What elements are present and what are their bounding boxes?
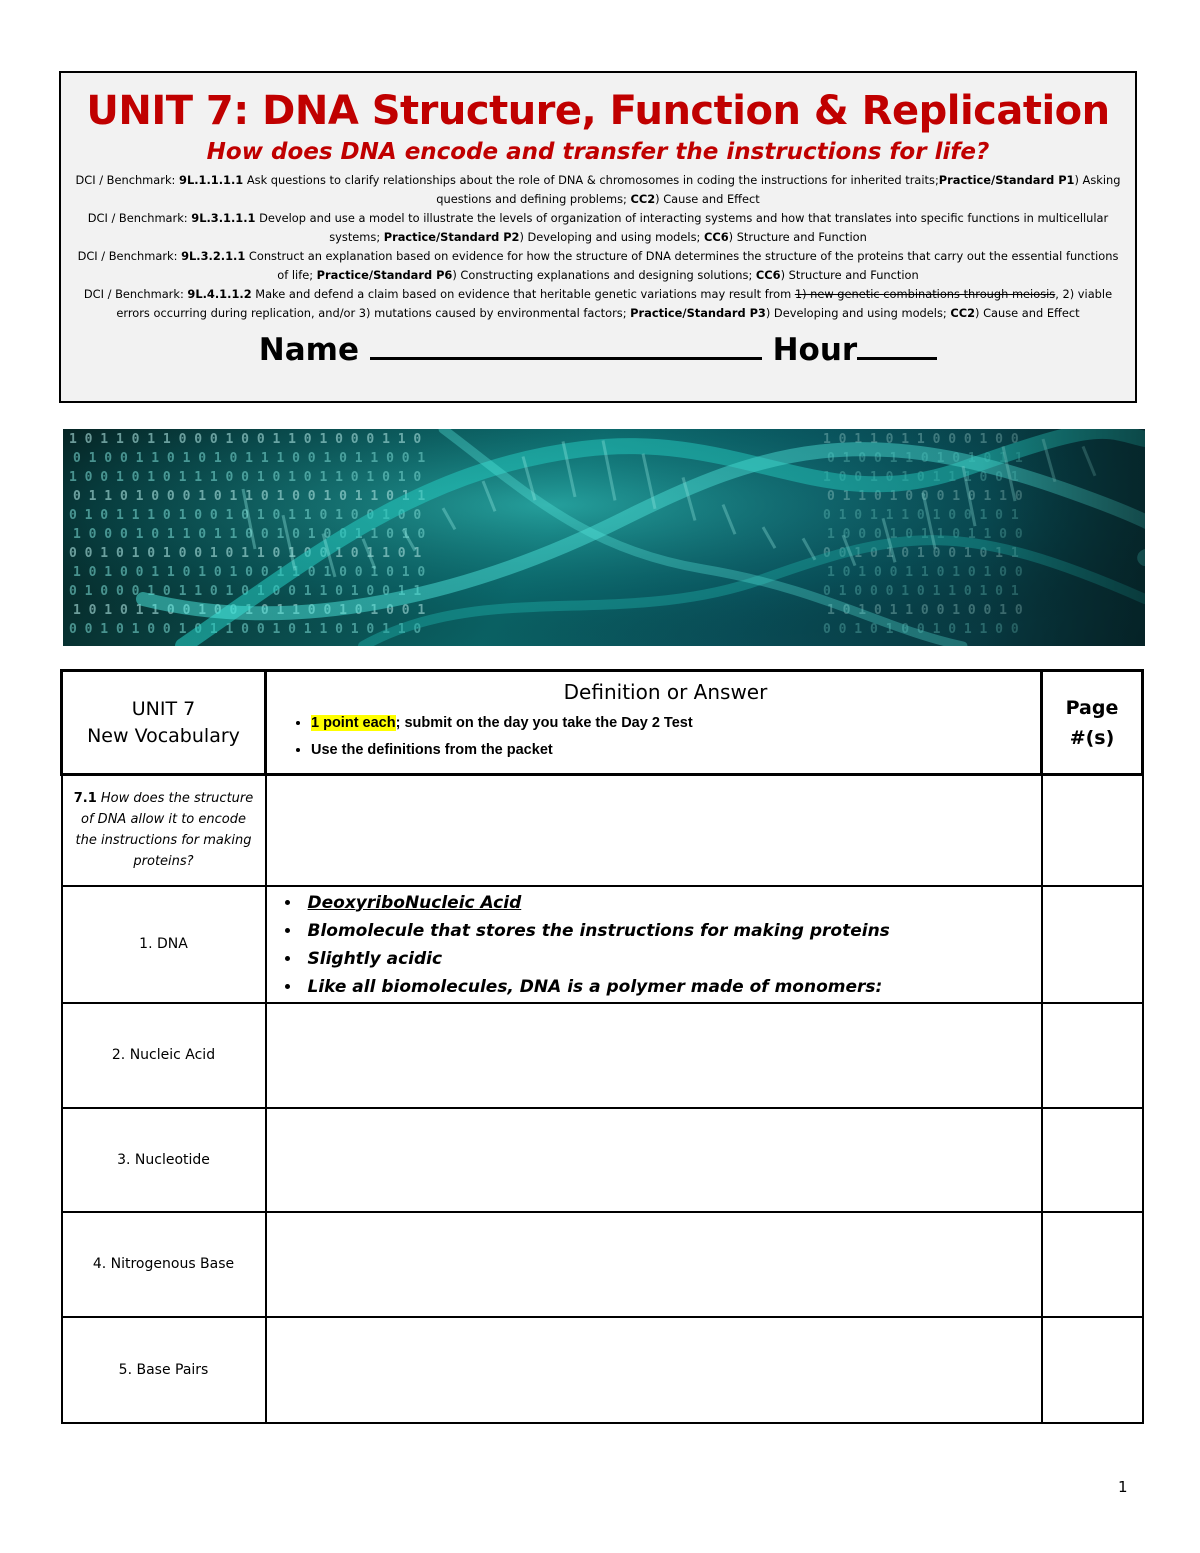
page-cell[interactable] (1042, 886, 1143, 1003)
name-field[interactable] (370, 331, 762, 360)
answer-item (302, 889, 1040, 917)
section-number: 7.1 (73, 791, 97, 807)
benchmark-text: Develop and use a model to illustrate the levels of organization of interacting systems and how that translates into specific functions in multicellular systems; (255, 211, 1109, 244)
table-row (62, 1317, 1143, 1423)
table-header-row (62, 671, 1143, 775)
vocab-header-line1: UNIT 7 (131, 697, 196, 720)
answer-part: Nucleic Acid (404, 892, 522, 913)
crosscutting-text: ) Structure and Function (780, 268, 919, 282)
practice-label: Practice/Standard P1 (938, 173, 1075, 187)
standard-entry (73, 247, 1123, 285)
section-row (62, 775, 1143, 886)
crosscutting-label: CC6 (755, 268, 781, 282)
definition-cell[interactable] (266, 1003, 1042, 1108)
practice-text: ) Developing and using models; (519, 230, 704, 244)
page-cell[interactable] (1042, 1317, 1143, 1423)
unit-header-box (59, 71, 1137, 403)
hour-field[interactable] (857, 331, 937, 360)
benchmark-code: 9L.3.1.1.1 (191, 211, 256, 225)
page-header-line1: Page (1065, 696, 1119, 719)
section-question: How does the structure of DNA allow it to encode the instructions for making proteins? (75, 791, 254, 870)
page-cell[interactable] (1042, 1108, 1143, 1212)
table-row (62, 886, 1143, 1003)
benchmark-code: 9L.3.2.1.1 (181, 249, 246, 263)
instructions-list (291, 710, 1040, 764)
vocab-term: 5. Base Pairs (62, 1317, 266, 1423)
table-row (62, 1003, 1143, 1108)
answer-item: • Slightly acidic (302, 945, 1040, 973)
practice-text: ) Developing and using models; (765, 306, 951, 320)
section-question-cell (62, 775, 266, 886)
page-cell[interactable] (1042, 1212, 1143, 1317)
page-header-line2: #(s) (1069, 726, 1115, 749)
vocab-header-line2: New Vocabulary (87, 724, 240, 747)
instruction-item: • Use the definitions from the packet (311, 737, 1040, 764)
answer-part: Deoxyribo (307, 892, 405, 913)
standard-entry (73, 285, 1123, 323)
crosscutting-text: ) Cause and Effect (655, 192, 760, 206)
struck-text: 1) new genetic combinations through meiosis (794, 287, 1056, 301)
dna-banner-image (63, 429, 1145, 646)
answer-item: • Like all biomolecules, DNA is a polymer made of monomers: (302, 973, 1040, 1001)
instruction-text: ; submit on the day you take the Day 2 Test (395, 714, 693, 731)
vocab-term: 4. Nitrogenous Base (62, 1212, 266, 1317)
page-column-header (1042, 671, 1143, 775)
dna-helix-graphic (63, 429, 1145, 646)
vocab-term: 2. Nucleic Acid (62, 1003, 266, 1108)
benchmark-label: DCI / Benchmark: (83, 287, 188, 301)
crosscutting-label: CC2 (950, 306, 976, 320)
table-row (62, 1212, 1143, 1317)
practice-label: Practice/Standard P2 (383, 230, 520, 244)
standards-block (61, 171, 1135, 323)
definition-cell[interactable] (266, 1317, 1042, 1423)
benchmark-label: DCI / Benchmark: (75, 173, 180, 187)
crosscutting-label: CC2 (630, 192, 656, 206)
answer-list (268, 889, 1040, 1001)
benchmark-text: Construct an explanation based on evidence for how the structure of DNA determines the structure of the proteins that carry out the essential functions of life; (245, 249, 1119, 282)
vocabulary-table (60, 669, 1144, 1424)
benchmark-text: , 2) viable errors occurring during replication, and/or 3) mutations caused by environmental factors; (116, 287, 1113, 320)
crosscutting-text: ) Cause and Effect (975, 306, 1080, 320)
practice-label: Practice/Standard P6 (316, 268, 453, 282)
unit-title: UNIT 7: DNA Structure, Function & Replication (86, 88, 1110, 134)
standard-entry (73, 209, 1123, 247)
page-cell[interactable] (1042, 1003, 1143, 1108)
definition-cell[interactable] (266, 1212, 1042, 1317)
section-page-cell[interactable] (1042, 775, 1143, 886)
vocab-column-header (62, 671, 266, 775)
vocab-term: 1. DNA (62, 886, 266, 1003)
definition-cell[interactable] (266, 886, 1042, 1003)
definition-header-title: Definition or Answer (563, 679, 768, 704)
vocab-term: 3. Nucleotide (62, 1108, 266, 1212)
practice-text: ) Asking questions and defining problems; (436, 173, 1121, 206)
section-definition-cell[interactable] (266, 775, 1042, 886)
highlighted-points: 1 point each (311, 714, 396, 731)
definition-column-header (266, 671, 1042, 775)
instruction-item (311, 710, 1040, 737)
benchmark-code: 9L.1.1.1.1 (179, 173, 244, 187)
benchmark-text: Make and defend a claim based on evidence that heritable genetic variations may result from (251, 287, 795, 301)
crosscutting-label: CC6 (703, 230, 729, 244)
name-hour-line (61, 331, 1135, 368)
benchmark-label: DCI / Benchmark: (77, 249, 182, 263)
benchmark-code: 9L.4.1.1.2 (187, 287, 252, 301)
table-row (62, 1108, 1143, 1212)
benchmark-label: DCI / Benchmark: (87, 211, 192, 225)
page-number: 1 (1118, 1478, 1128, 1496)
standard-entry (73, 171, 1123, 209)
practice-label: Practice/Standard P3 (630, 306, 766, 320)
hour-label: Hour (761, 332, 858, 368)
unit-essential-question: How does DNA encode and transfer the instructions for life? (206, 139, 990, 165)
practice-text: ) Constructing explanations and designing solutions; (452, 268, 756, 282)
definition-cell[interactable] (266, 1108, 1042, 1212)
name-label: Name (258, 332, 370, 368)
crosscutting-text: ) Structure and Function (728, 230, 867, 244)
benchmark-text: Ask questions to clarify relationships about the role of DNA & chromosomes in coding the instructions for inherited traits; (243, 173, 939, 187)
answer-item: • Blomolecule that stores the instructions for making proteins (302, 917, 1040, 945)
